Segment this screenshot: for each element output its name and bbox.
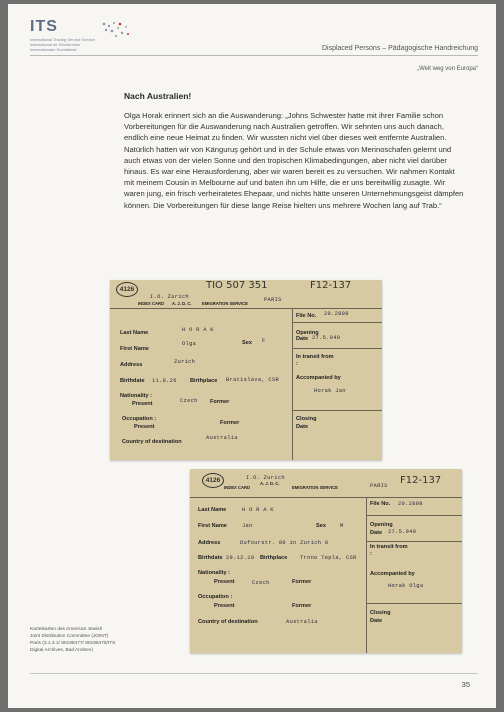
destination-label: Country of destination (122, 439, 182, 445)
opening-label: Opening Date (370, 522, 393, 536)
card-handwritten-file: F12-137 (400, 475, 442, 486)
first-name-value: Jan (242, 523, 253, 529)
destination-value: Australia (206, 435, 238, 441)
file-no-divider (292, 322, 382, 323)
birthdate-label: Birthdate (198, 555, 223, 561)
last-name-label: Last Name (120, 330, 149, 336)
card-office: I.O. Zurich (150, 294, 189, 300)
sex-label: Sex (316, 523, 326, 529)
birthdate-value: 29.12.19 (226, 555, 255, 561)
opening-label: Opening Date (296, 330, 319, 342)
opening-divider (366, 541, 462, 542)
card-ajdc: A. J. D. C. (172, 301, 192, 306)
accompanied-value: Horak Olga (388, 583, 424, 589)
nationality-present-label: Present (214, 579, 235, 585)
figure-caption (30, 626, 140, 654)
first-name-value: Olga (182, 341, 197, 347)
nationality-present-label: Present (132, 401, 153, 407)
occupation-label: Occupation : (122, 416, 157, 422)
occupation-former-label: Former (292, 603, 312, 609)
occupation-former-label: Former (220, 420, 240, 426)
accompanied-label: Accompanied by (296, 375, 341, 381)
card-stamp: 4126 (116, 282, 138, 297)
accompanied-value: Horak Jan (314, 388, 346, 394)
card-service: EMIGRATION SERVICE (202, 301, 248, 306)
occupation-present-label: Present (134, 424, 155, 430)
birthdate-label: Birthdate (120, 378, 145, 384)
card-stamp: 4126 (202, 473, 224, 488)
nationality-label: Nationality : (120, 393, 153, 399)
file-no-divider (366, 515, 462, 516)
article-heading: Nach Australien! (124, 91, 192, 101)
card-column-divider (292, 308, 293, 460)
file-no-value: 20.2808 (324, 311, 349, 317)
caption-line: Paris (3.1.3.1/ 80198477/ 80198475/ITS (30, 641, 116, 646)
card-divider (190, 497, 462, 498)
card-handwritten-file: F12-137 (310, 280, 352, 291)
birthplace-value: Bratislava, CSR (226, 377, 280, 383)
birthplace-label: Birthplace (260, 555, 288, 561)
card-divider (110, 308, 382, 309)
file-no-label: File No. (296, 313, 317, 319)
last-name-value: H O R A K (182, 327, 214, 333)
card-ajdc: A. J. D. C. (260, 481, 280, 486)
opening-divider (292, 348, 382, 349)
card-index-label: INDEX CARD (224, 485, 251, 490)
header-title: Displaced Persons – Pädagogische Handreichung (321, 45, 478, 52)
card-city: PARIS (264, 297, 282, 303)
card-city: PARIS (370, 483, 388, 489)
sex-value: M (340, 523, 344, 529)
in-transit-label: In transit from : (370, 544, 408, 557)
closing-label: Closing Date (296, 416, 317, 430)
logo-text: ITS (30, 18, 58, 35)
article-body: Olga Horak erinnert sich an die Auswanderung: „Johns Schwester hatte mit ihrer Familie schon Vorbereitungen für die Auswanderung nach Australien getroffen. Wir sehnten uns auch danach, endlich eine neue Heimat zu finden. Wir wussten nicht viel über dieses weit entfernte Australien. Natürlich hatten wir von Känguruş gehört und in der Schule etwas von Merinoschafen gelernt und auch etwas von der vielen Sonne und den tropischen Klimabedingungen, aber nicht viel darüber hinaus. Es war eine Herausforderung, aber wir waren bereit es zu versuchen. Wir nahmen Kontakt mit meinem Cousin in Melbourne auf und baten ihn um Hilfe, die er uns bereitwillig zusagte. Wir waren jung, ein frisch verheiratetes Ehepaar, und nichts hätte unseren Unternehmungsgeist dämpfen können. Die Vorbereitungen für diese lange Reise hielten uns mehrere Wochen lang auf Trab.“ (124, 111, 464, 210)
address-value: Dufourstr. 80 in Zurich 8 (240, 540, 329, 546)
card-office: I.O. Zurich (246, 475, 285, 481)
caption-line: Karteikarten des American Jewish (30, 627, 103, 632)
destination-label: Country of destination (198, 619, 258, 625)
logo-dots-icon (100, 20, 140, 44)
logo-subtext: International Tracing Service Service International de Recherches Internationaler Suchdienst (30, 37, 96, 52)
closing-divider (292, 410, 382, 411)
nationality-former-label: Former (292, 579, 312, 585)
nationality-former-label: Former (210, 399, 230, 405)
header-subtitle: „Weit weg von Europa“ (417, 66, 478, 72)
page-number: 35 (461, 680, 470, 689)
closing-label: Closing Date (370, 610, 391, 624)
opening-value: 27.5.949 (388, 529, 417, 535)
address-value: Zurich (174, 359, 196, 365)
sex-label: Sex (242, 340, 252, 346)
caption-line: Joint Distribution Committee (JOINT) (30, 634, 109, 639)
birthplace-value: Trnno Tepla, CSR (300, 555, 357, 561)
birthplace-label: Birthplace (190, 378, 218, 384)
nationality-label: Nationality : (198, 570, 231, 576)
in-transit-label: In transit from : (296, 354, 334, 367)
nationality-present-value: Czech (180, 398, 198, 404)
destination-value: Australia (286, 619, 318, 625)
card-handwritten-number: TIO 507 351 (206, 280, 268, 291)
sex-value: F (262, 338, 266, 344)
file-no-value: 20.2808 (398, 501, 423, 507)
opening-value: 27.5.949 (312, 335, 341, 341)
header-divider (30, 55, 478, 56)
occupation-label: Occupation : (198, 594, 233, 600)
closing-divider (366, 603, 462, 604)
card-index-label: INDEX CARD (138, 301, 165, 306)
card-column-divider (366, 497, 367, 653)
file-no-label: File No. (370, 501, 391, 507)
accompanied-label: Accompanied by (370, 571, 415, 577)
its-logo (30, 18, 140, 58)
last-name-label: Last Name (198, 507, 227, 513)
card-service: EMIGRATION SERVICE (292, 485, 338, 490)
index-card-olga (110, 280, 382, 460)
index-card-jan (190, 469, 462, 653)
address-label: Address (198, 540, 221, 546)
footer-divider (30, 673, 478, 674)
first-name-label: First Name (120, 346, 149, 352)
last-name-value: H O R A K (242, 507, 274, 513)
address-label: Address (120, 362, 143, 368)
birthdate-value: 11.8.26 (152, 378, 177, 384)
first-name-label: First Name (198, 523, 227, 529)
caption-line: Digital Archives, Bad Arolsen) (30, 648, 93, 653)
nationality-present-value: Czech (252, 580, 270, 586)
occupation-present-label: Present (214, 603, 235, 609)
